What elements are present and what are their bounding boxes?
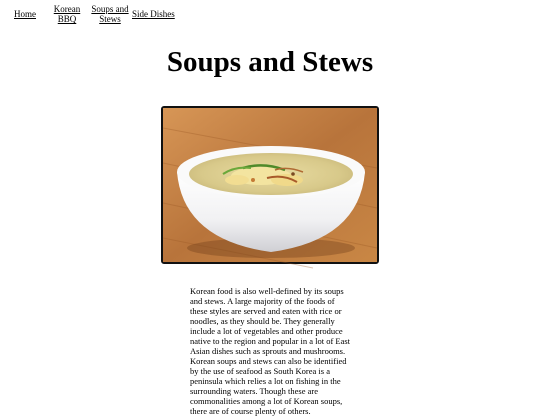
soup-bowl-illustration: [163, 108, 377, 262]
nav-link-soups-and-stews[interactable]: Soups and Stews: [91, 4, 129, 24]
nav-link-home[interactable]: Home: [14, 9, 36, 19]
nav-link-side-dishes[interactable]: Side Dishes: [132, 9, 175, 19]
soup-bowl-image: [161, 106, 379, 264]
page-title: Soups and Stews: [166, 46, 374, 78]
article-paragraph: Korean food is also well-defined by its soups and stews. A large majority of the foods of these styles are served and eaten with rice or noodles, as they should be. They generally include a lot of vegetables and other produce native to the region and popular in a lot of East Asian dishes such as sprouts and mushrooms. Korean soups and stews can also be identified by the use of seafood as South Korea is a peninsula which relies a lot on fishing in the surrounding waters. Though these are commonalities among a lot of Korean soups, there are of course plenty of others.: [190, 286, 351, 416]
nav-link-korean-bbq[interactable]: Korean BBQ: [53, 4, 81, 24]
